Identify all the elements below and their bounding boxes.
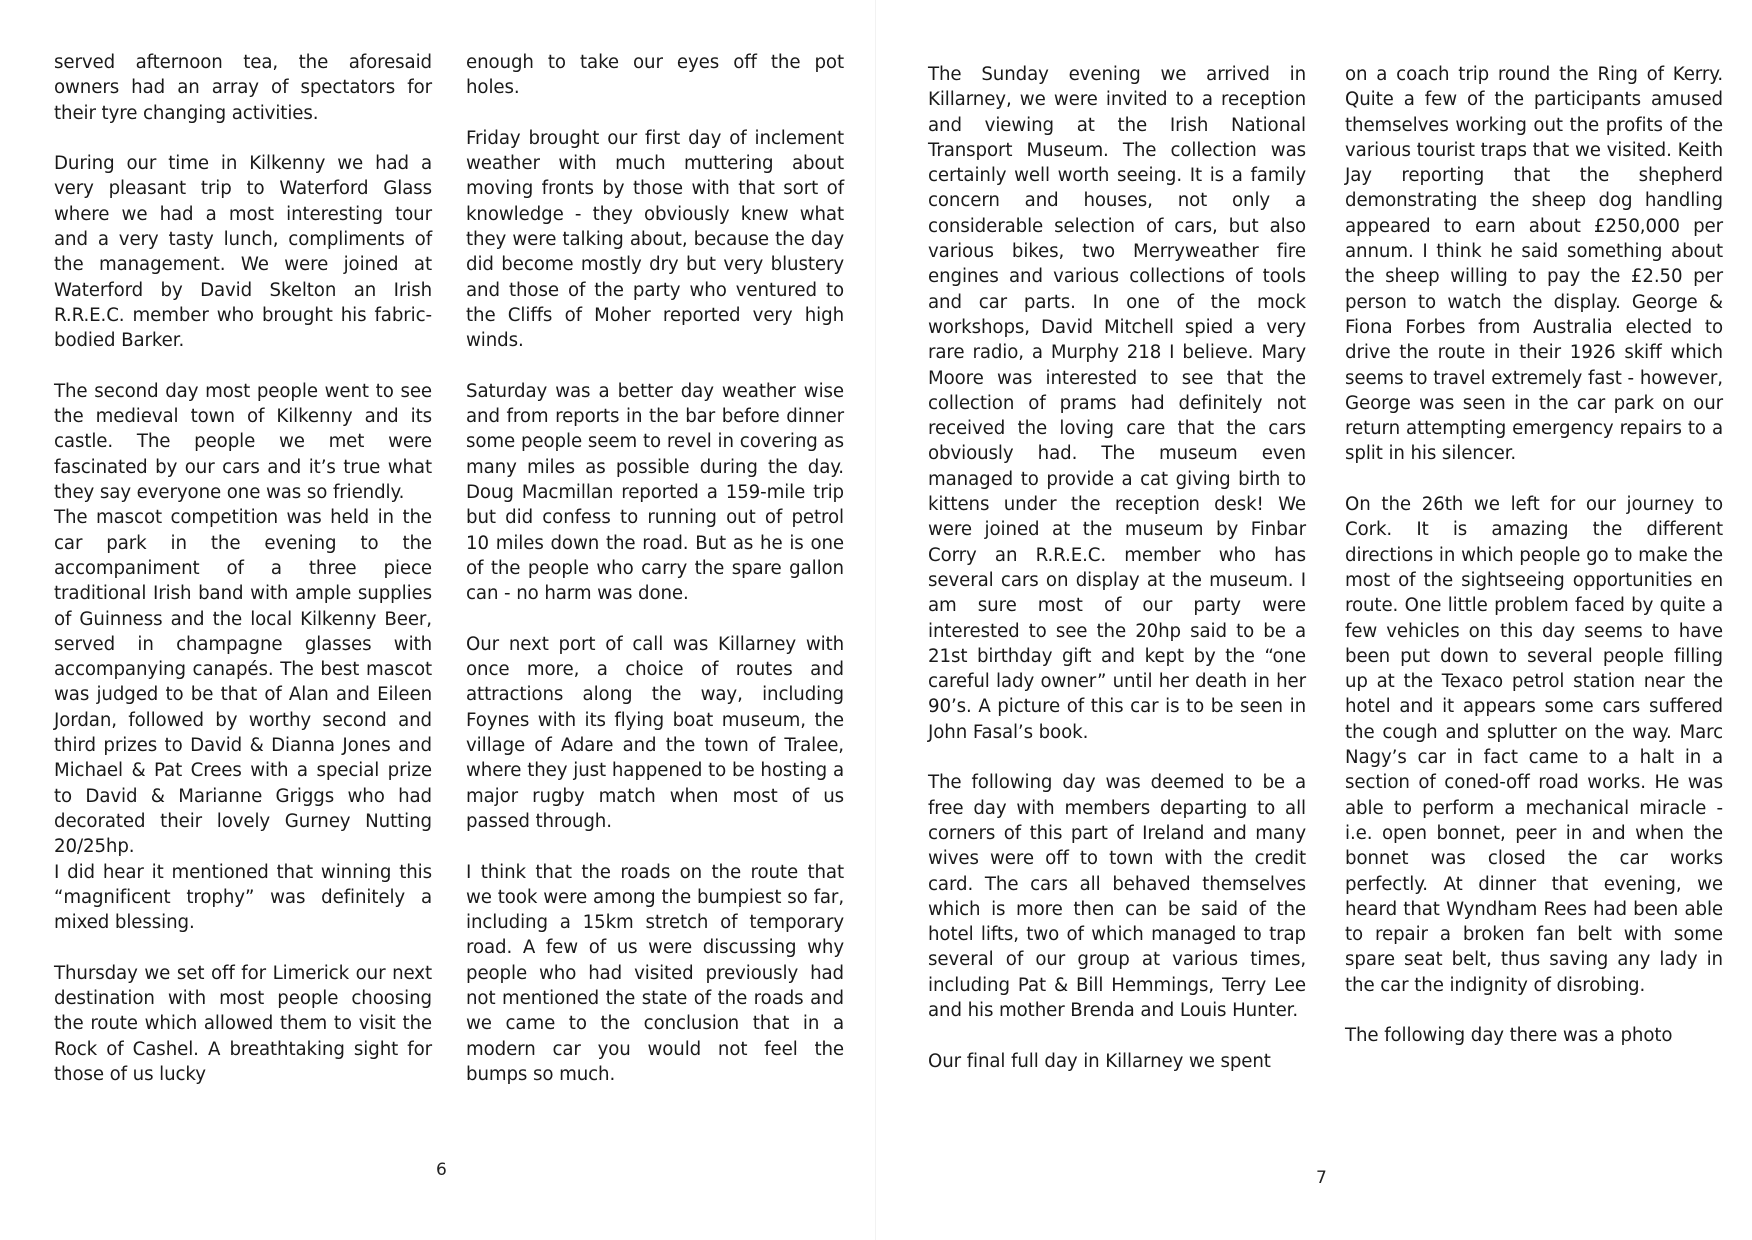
- paragraph: enough to take our eyes off the pot holes.: [466, 52, 844, 99]
- paragraph: Our final full day in Killarney we spent: [928, 1050, 1271, 1072]
- paragraph: served afternoon tea, the aforesaid owners had an array of spectators for their tyre changing activities.: [54, 52, 432, 124]
- paragraph: on a coach trip round the Ring of Kerry. Quite a few of the participants amused themselves working out the profits of the various tourist traps that we visited. Keith Jay reporting that the shepherd demonstrating the sheep dog handling appeared to earn about £250,000 per annum. I think he said something about the sheep willing to pay the £2.50 per person to watch the display. George & Fiona Forbes from Australia elected to drive the route in their 1926 skiff which seems to travel extremely fast - however, George was seen in the car park on our return attempting emergency repairs to a split in his silencer.: [1345, 64, 1723, 465]
- right-page-column-1: [928, 62, 1306, 1074]
- right-page: [876, 0, 1752, 1240]
- paragraph: The following day was deemed to be a free day with members departing to all corners of this part of Ireland and many wives were off to town with the credit card. The cars all behaved themselves which is more then can be said of the hotel lifts, two of which managed to trap several of our group at various times, including Pat & Bill Hemmings, Terry Lee and his mother Brenda and Louis Hunter.: [928, 772, 1306, 1021]
- paragraph: During our time in Kilkenny we had a very pleasant trip to Waterford Glass where we had a most interesting tour and a very tasty lunch, compliments of the management. We were joined at Waterford by David Skelton an Irish R.R.E.C. member who brought his fabric-bodied Barker.: [54, 153, 432, 352]
- paragraph: The Sunday evening we arrived in Killarney, we were invited to a reception and viewing at the Irish National Transport Museum. The collection was certainly well worth seeing. It is a family concern and houses, not only a considerable selection of cars, but also various bikes, two Merryweather fire engines and various collections of tools and car parts. In one of the mock workshops, David Mitchell spied a very rare radio, a Murphy 218 I believe. Mary Moore was interested to see that the collection of prams had definitely not received the loving care that the cars obviously had. The museum even managed to provide a cat giving birth to kittens under the reception desk! We were joined at the museum by Finbar Corry an R.R.E.C. member who has several cars on display at the museum. I am sure most of our party were interested to see the 20hp said to be a 21st birthday gift and kept by the “one careful lady owner” until her death in her 90’s. A picture of this car is to be seen in John Fasal’s book.: [928, 64, 1306, 743]
- paragraph: The mascot competition was held in the car park in the evening to the accompaniment of a three piece traditional Irish band with ample supplies of Guinness and the local Kilkenny Beer, served in champagne glasses with accompanying canapés. The best mascot was judged to be that of Alan and Eileen Jordan, followed by worthy second and third prizes to David & Dianna Jones and Michael & Pat Crees with a special prize to David & Marianne Griggs who had decorated their lovely Gurney Nutting 20/25hp.: [54, 507, 432, 858]
- left-page-column-2: [466, 50, 844, 1087]
- paragraph: Thursday we set off for Limerick our next destination with most people choosing the route which allowed them to visit the Rock of Cashel. A breathtaking sight for those of us lucky: [54, 962, 432, 1085]
- paragraph: Our next port of call was Killarney with once more, a choice of routes and attractions along the way, including Foynes with its flying boat museum, the village of Adare and the town of Tralee, where they just happened to be hosting a major rugby match when most of us passed through.: [466, 633, 844, 832]
- left-page-column-1: [54, 50, 432, 1087]
- paragraph: The following day there was a photo: [1345, 1025, 1673, 1047]
- paragraph: On the 26th we left for our journey to Cork. It is amazing the different directions in which people go to make the most of the sightseeing opportunities en route. One little problem faced by quite a few vehicles on this day seems to have been put down to several people filling up at the Texaco petrol station near the hotel and it appears some cars suffered the cough and splutter on the way. Marc Nagy’s car in fact came to a halt in a section of coned-off road works. He was able to perform a mechanical miracle - i.e. open bonnet, peer in and when the bonnet was closed the car works perfectly. At dinner that evening, we heard that Wyndham Rees had been able to repair a broken fan belt with some spare seat belt, thus saving any lady in the car the indignity of disrobing.: [1345, 494, 1723, 996]
- paragraph: The second day most people went to see the medieval town of Kilkenny and its castle. The people we met were fascinated by our cars and it’s true what they say everyone one was so friendly.: [54, 380, 432, 504]
- paragraph: Saturday was a better day weather wise and from reports in the bar before dinner some people seem to revel in covering as many miles as possible during the day. Doug Macmillan reported a 159-mile trip but did confess to running out of petrol 10 miles down the road. But as he is one of the people who carry the spare gallon can - no harm was done.: [466, 380, 844, 605]
- right-page-column-2: [1345, 62, 1723, 1049]
- page-number: 7: [1316, 1168, 1327, 1188]
- paragraph: Friday brought our first day of inclement weather with much muttering about moving fronts by those with that sort of knowledge - they obviously knew what they were talking about, because the day did become mostly dry but very blustery and those of the party who ventured to the Cliffs of Moher reported very high winds.: [466, 127, 844, 352]
- page-number: 6: [436, 1160, 447, 1180]
- paragraph: I did hear it mentioned that winning this “magnificent trophy” was definitely a mixed blessing.: [54, 861, 432, 934]
- paragraph: I think that the roads on the route that we took were among the bumpiest so far, including a 15km stretch of temporary road. A few of us were discussing why people who had visited previously had not mentioned the state of the roads and we came to the conclusion that in a modern car you would not feel the bumps so much.: [466, 861, 844, 1085]
